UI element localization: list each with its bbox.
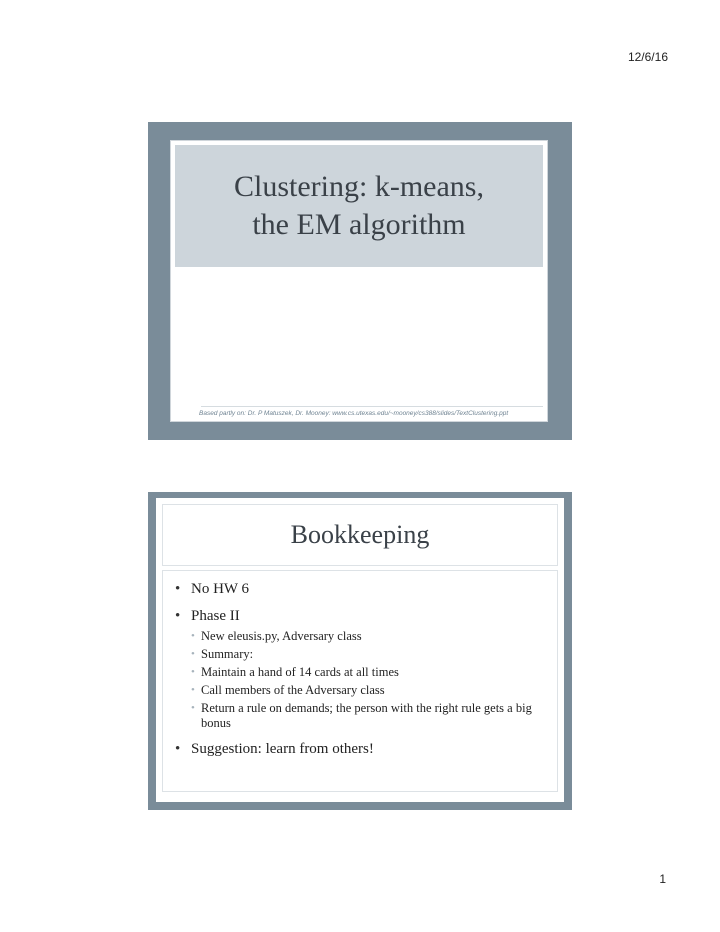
slide-1-content — [170, 140, 548, 422]
slide-2-content — [156, 498, 564, 802]
page-date: 12/6/16 — [627, 50, 668, 64]
slide-2-title-box — [162, 504, 558, 566]
slide-1-title — [234, 168, 484, 244]
sub-bullet-item: • Call members of the Adversary class — [191, 683, 557, 698]
slide-1-title-line-2: the EM algorithm — [252, 208, 466, 241]
bullet-list — [163, 571, 557, 758]
slide-2-body — [162, 570, 558, 792]
sub-bullet-list — [191, 629, 557, 731]
sub-bullet-item: • Maintain a hand of 14 cards at all times — [191, 665, 557, 680]
slide-2-title: Bookkeeping — [290, 520, 430, 549]
slide-1 — [148, 122, 572, 440]
bullet-item — [175, 608, 557, 731]
slide-1-title-band — [175, 145, 543, 267]
sub-bullet-item: • Return a rule on demands; the person with the right rule gets a big bonus — [191, 701, 557, 731]
bullet-item — [175, 741, 557, 758]
bullet-item — [175, 581, 557, 598]
slide-1-title-line-1: Clustering: k-means, — [234, 170, 484, 203]
bullet-text: Phase II — [191, 608, 240, 624]
bullet-text: Suggestion: learn from others! — [191, 741, 374, 757]
sub-bullet-item: • New eleusis.py, Adversary class — [191, 629, 557, 644]
bullet-text: No HW 6 — [191, 581, 250, 597]
slide-2 — [148, 492, 572, 810]
page-number: 1 — [659, 872, 666, 886]
slide-1-credit: Based partly on: Dr. P Matuszek, Dr. Mooney: www.cs.utexas.edu/~mooney/cs388/slides/TextClustering.ppt — [199, 410, 509, 417]
slide-1-footer-divider — [201, 406, 543, 407]
sub-bullet-item: • Summary: — [191, 647, 557, 662]
